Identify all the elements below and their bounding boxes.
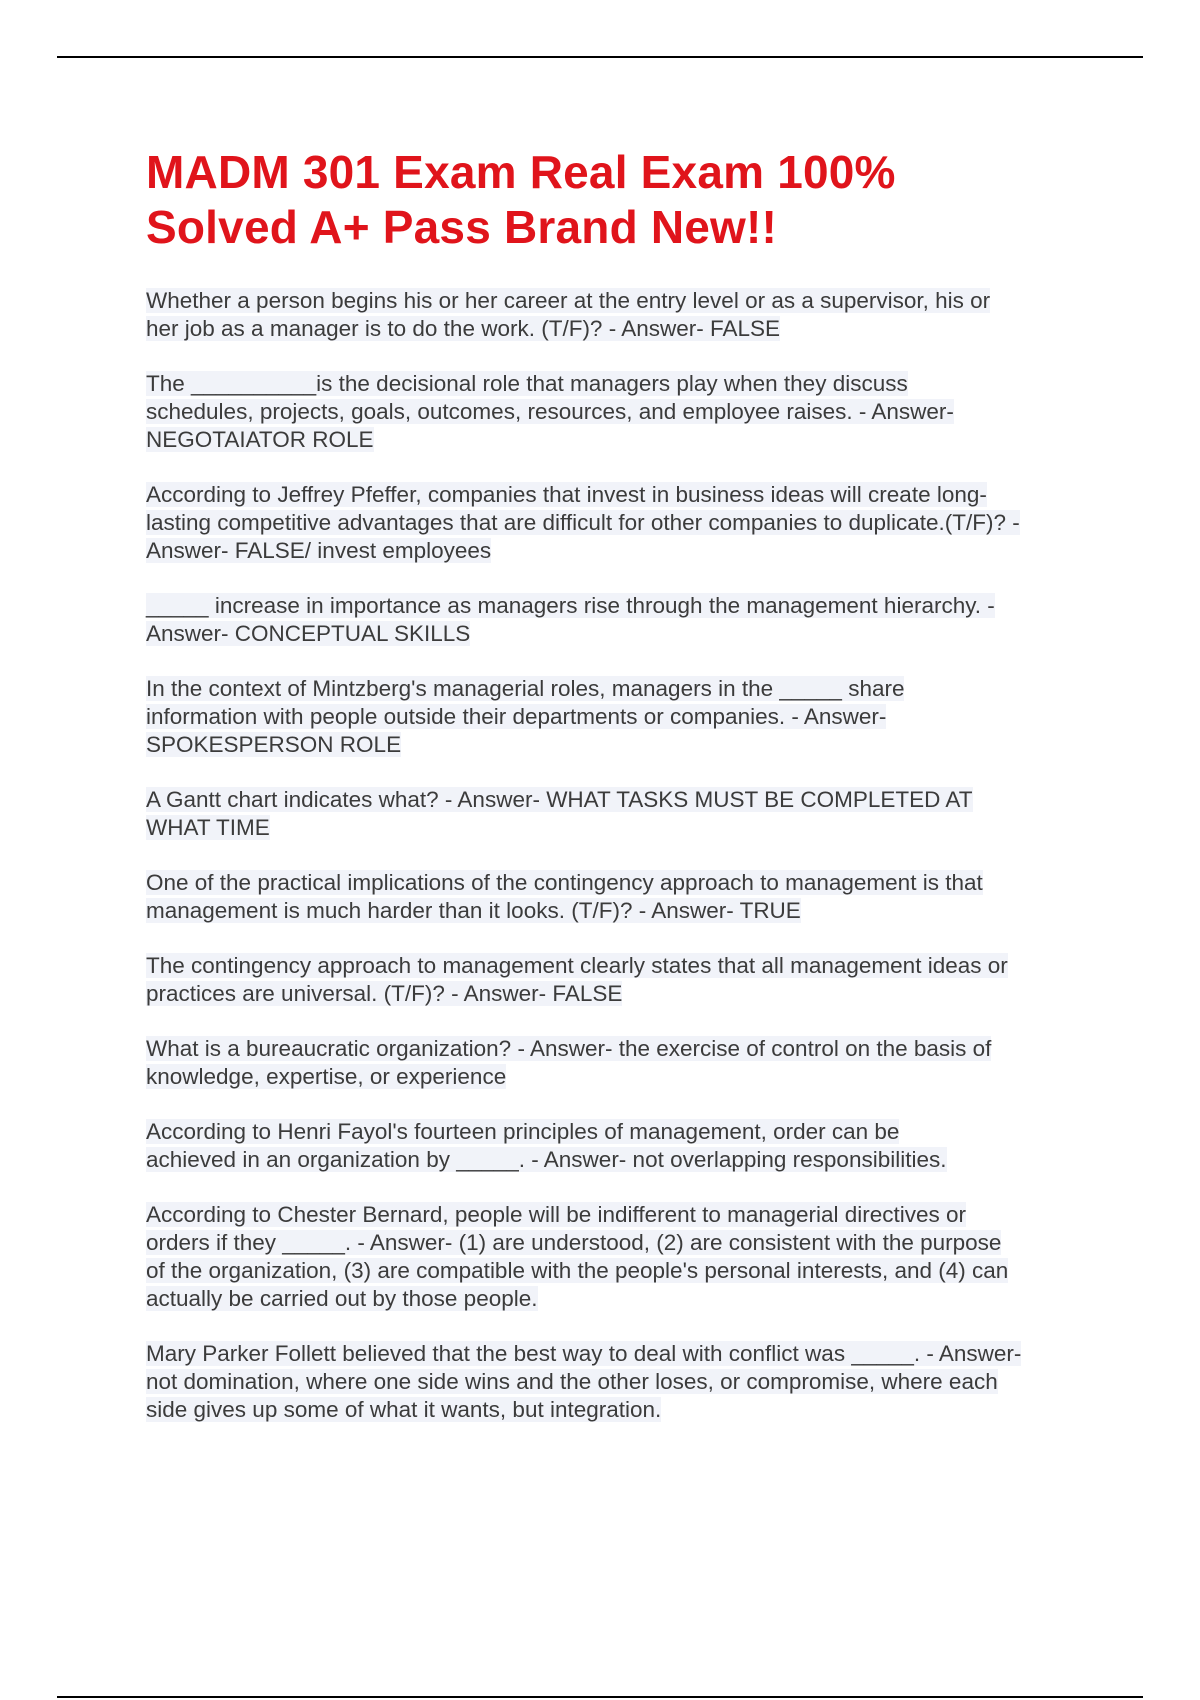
document-title	[146, 145, 1096, 255]
title-line-2: Solved A+ Pass Brand New!!	[146, 201, 778, 253]
qa-item	[146, 481, 1096, 565]
qa-item	[146, 1118, 1096, 1174]
qa-item	[146, 952, 1096, 1008]
qa-text: Mary Parker Follett believed that the best way to deal with conflict was _____. - Answer- not domination, where one side wins and the other loses, or compromise, where each side gives up some of what it wants, but integration.	[146, 1341, 1022, 1422]
qa-item	[146, 287, 1096, 343]
qa-item	[146, 592, 1096, 648]
qa-item	[146, 1201, 1096, 1313]
qa-text: According to Henri Fayol's fourteen principles of management, order can be achieved in an organization by _____. - Answer- not overlapping responsibilities.	[146, 1119, 947, 1172]
qa-text: In the context of Mintzberg's managerial roles, managers in the _____ share information with people outside their departments or companies. - Answer- SPOKESPERSON ROLE	[146, 676, 905, 757]
qa-text: Whether a person begins his or her career at the entry level or as a supervisor, his or her job as a manager is to do the work. (T/F)? - Answer- FALSE	[146, 288, 991, 341]
qa-text: According to Jeffrey Pfeffer, companies that invest in business ideas will create long- lasting competitive advantages that are difficult for other companies to duplicate.(T/F)? - Answer- FALSE/ invest employees	[146, 482, 1020, 563]
qa-text: One of the practical implications of the contingency approach to management is that management is much harder than it looks. (T/F)? - Answer- TRUE	[146, 870, 983, 923]
qa-text: According to Chester Bernard, people will be indifferent to managerial directives or orders if they _____. - Answer- (1) are understood, (2) are consistent with the purpose of the organization, (3) are compatible with the people's personal interests, and (4) can actually be carried out by those people.	[146, 1202, 1009, 1311]
qa-text: The contingency approach to management clearly states that all management ideas or practices are universal. (T/F)? - Answer- FALSE	[146, 953, 1008, 1006]
qa-item	[146, 1035, 1096, 1091]
question-answer-list	[146, 287, 1096, 1424]
qa-text: A Gantt chart indicates what? - Answer- WHAT TASKS MUST BE COMPLETED AT WHAT TIME	[146, 787, 973, 840]
document-content	[146, 145, 1096, 1451]
qa-text: _____ increase in importance as managers rise through the management hierarchy. - Answer- CONCEPTUAL SKILLS	[146, 593, 995, 646]
qa-text: The __________is the decisional role that managers play when they discuss schedules, projects, goals, outcomes, resources, and employee raises. - Answer- NEGOTAIATOR ROLE	[146, 371, 954, 452]
title-line-1: MADM 301 Exam Real Exam 100%	[146, 146, 896, 198]
qa-item	[146, 370, 1096, 454]
qa-item	[146, 1340, 1096, 1424]
qa-item	[146, 869, 1096, 925]
bottom-rule	[57, 1696, 1143, 1698]
qa-item	[146, 786, 1096, 842]
top-rule	[57, 56, 1143, 58]
qa-item	[146, 675, 1096, 759]
qa-text: What is a bureaucratic organization? - Answer- the exercise of control on the basis of knowledge, expertise, or experience	[146, 1036, 992, 1089]
